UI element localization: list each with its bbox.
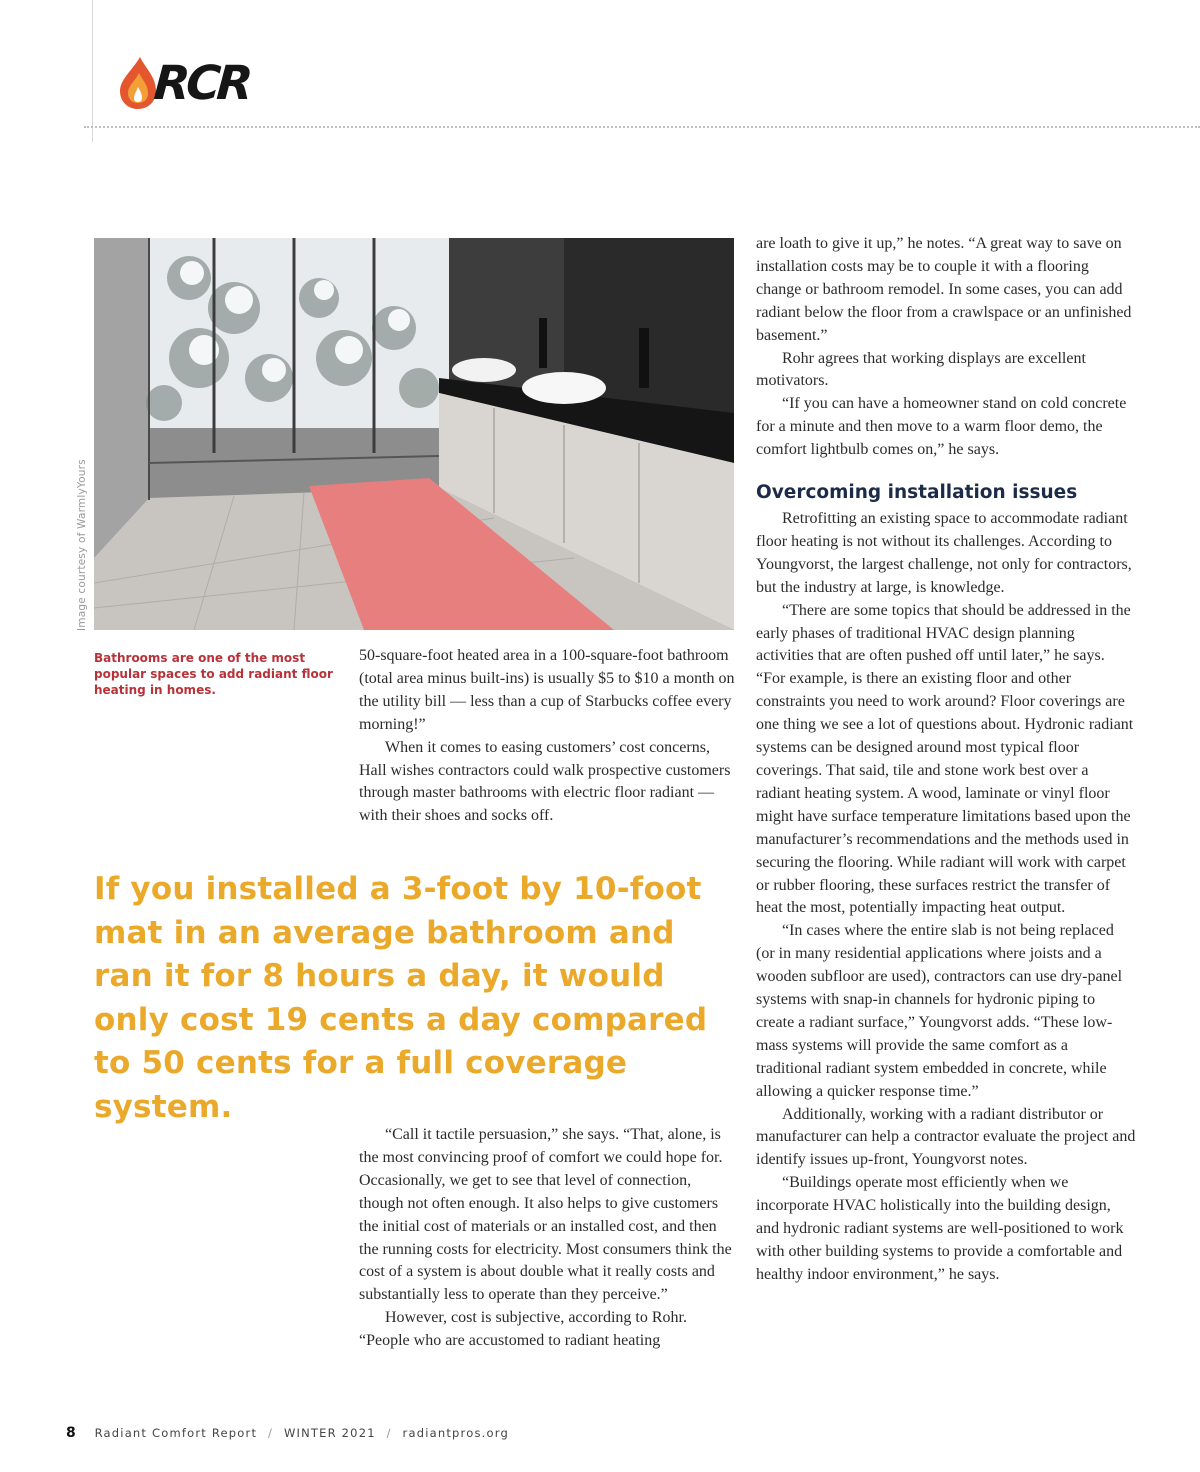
paragraph: However, cost is subjective, according to Rohr. “People who are accustomed to radiant heating [359, 1309, 687, 1350]
header-rule-dotted [84, 126, 1200, 128]
page-number: 8 [66, 1425, 76, 1441]
bathroom-photo [94, 238, 734, 630]
paragraph: Rohr agrees that working displays are excellent motivators. [756, 349, 1086, 390]
rcr-logo[interactable] [118, 54, 278, 112]
pull-quote: If you installed a 3-foot by 10-foot mat in an average bathroom and ran it for 8 hours a day, it would only cost 19 cents a day compared to 50 cents for a full coverage system. [94, 871, 708, 1125]
logo-wordmark: RCR [152, 55, 251, 111]
paragraph: 50-square-foot heated area in a 100-square-foot bathroom (total area minus built-ins) is usually $5 to $10 a month on the utility bill — less than a cup of Starbucks coffee every morning!” [359, 647, 735, 733]
paragraph: Additionally, working with a radiant distributor or manufacturer can help a contractor evaluate the project and identify issues up-front, Youngvorst notes. [756, 1105, 1136, 1169]
page-footer [66, 1425, 509, 1441]
issue-label: WINTER 2021 [283, 1426, 376, 1440]
middle-column-top [359, 645, 737, 828]
header-rule-vertical [92, 0, 93, 142]
footer-separator: / [268, 1426, 274, 1440]
publication-name: Radiant Comfort Report [94, 1426, 258, 1440]
paragraph: are loath to give it up,” he notes. “A great way to save on installation costs may be to couple it with a flooring change or bathroom remodel. In some cases, you can add radiant below the floor from a crawlspace or an unfinished basement.” [756, 235, 1132, 344]
paragraph: Retrofitting an existing space to accommodate radiant floor heating is not without its challenges. According to Youngvorst, the largest challenge, not only for contractors, but the industry at large, is knowledge. [756, 510, 1132, 596]
middle-column-bottom [359, 1124, 737, 1353]
right-column-bottom [756, 508, 1136, 1287]
paragraph: When it comes to easing customers’ cost concerns, Hall wishes contractors could walk prospective customers through master bathrooms with electric floor radiant — with their shoes and socks off. [359, 738, 731, 825]
website-link[interactable]: radiantpros.org [402, 1426, 509, 1440]
paragraph: “Call it tactile persuasion,” she says. “That, alone, is the most convincing proof of comfort we could hope for. Occasionally, we get to see that level of connection, though not often enough. It also helps to give customers the initial cost of materials or an installed cost, and then the running costs for electricity. Most consumers think the cost of a system is about double what it really costs and substantially less to operate than they perceive.” [359, 1126, 732, 1304]
photo-credit: Image courtesy of WarmlyYours [76, 459, 88, 631]
paragraph: “There are some topics that should be addressed in the early phases of traditional HVAC design planning activities that are often pushed off until later,” he says. “For example, is there an existing floor and other constraints you need to work around? Floor coverings are one thing we see a lot of questions about. Hydronic radiant systems can be designed around most typical floor coverings. That said, tile and stone work best over a radiant heating system. A wood, laminate or vinyl floor might have surface temperature limitations based upon the manufacturer’s recommendations and the methods used in securing the flooring. While radiant will work with carpet or rubber flooring, these surfaces restrict the transfer of heat the most, potentially impacting heat output. [756, 601, 1134, 917]
section-heading: Overcoming installation issues [756, 482, 1078, 503]
footer-separator: / [386, 1426, 392, 1440]
paragraph: “Buildings operate most efficiently when we incorporate HVAC holistically into the building design, and hydronic radiant systems are well-positioned to work with other building systems to provide a comfortable and healthy indoor environment,” he says. [756, 1174, 1124, 1283]
right-column-top [756, 233, 1136, 462]
paragraph: “If you can have a homeowner stand on cold concrete for a minute and then move to a warm floor demo, the comfort lightbulb comes on,” he says. [756, 395, 1127, 459]
photo-caption: Bathrooms are one of the most popular spaces to add radiant floor heating in homes. [94, 651, 333, 697]
paragraph: “In cases where the entire slab is not being replaced (or in many residential applications where joists and a wooden subfloor are used), contractors can use dry-panel systems with snap-in channels for hydronic piping to create a radiant surface,” Youngvorst adds. “These low-mass systems will provide the same comfort as a traditional radiant system embedded in concrete, while allowing a quicker response time.” [756, 922, 1123, 1100]
